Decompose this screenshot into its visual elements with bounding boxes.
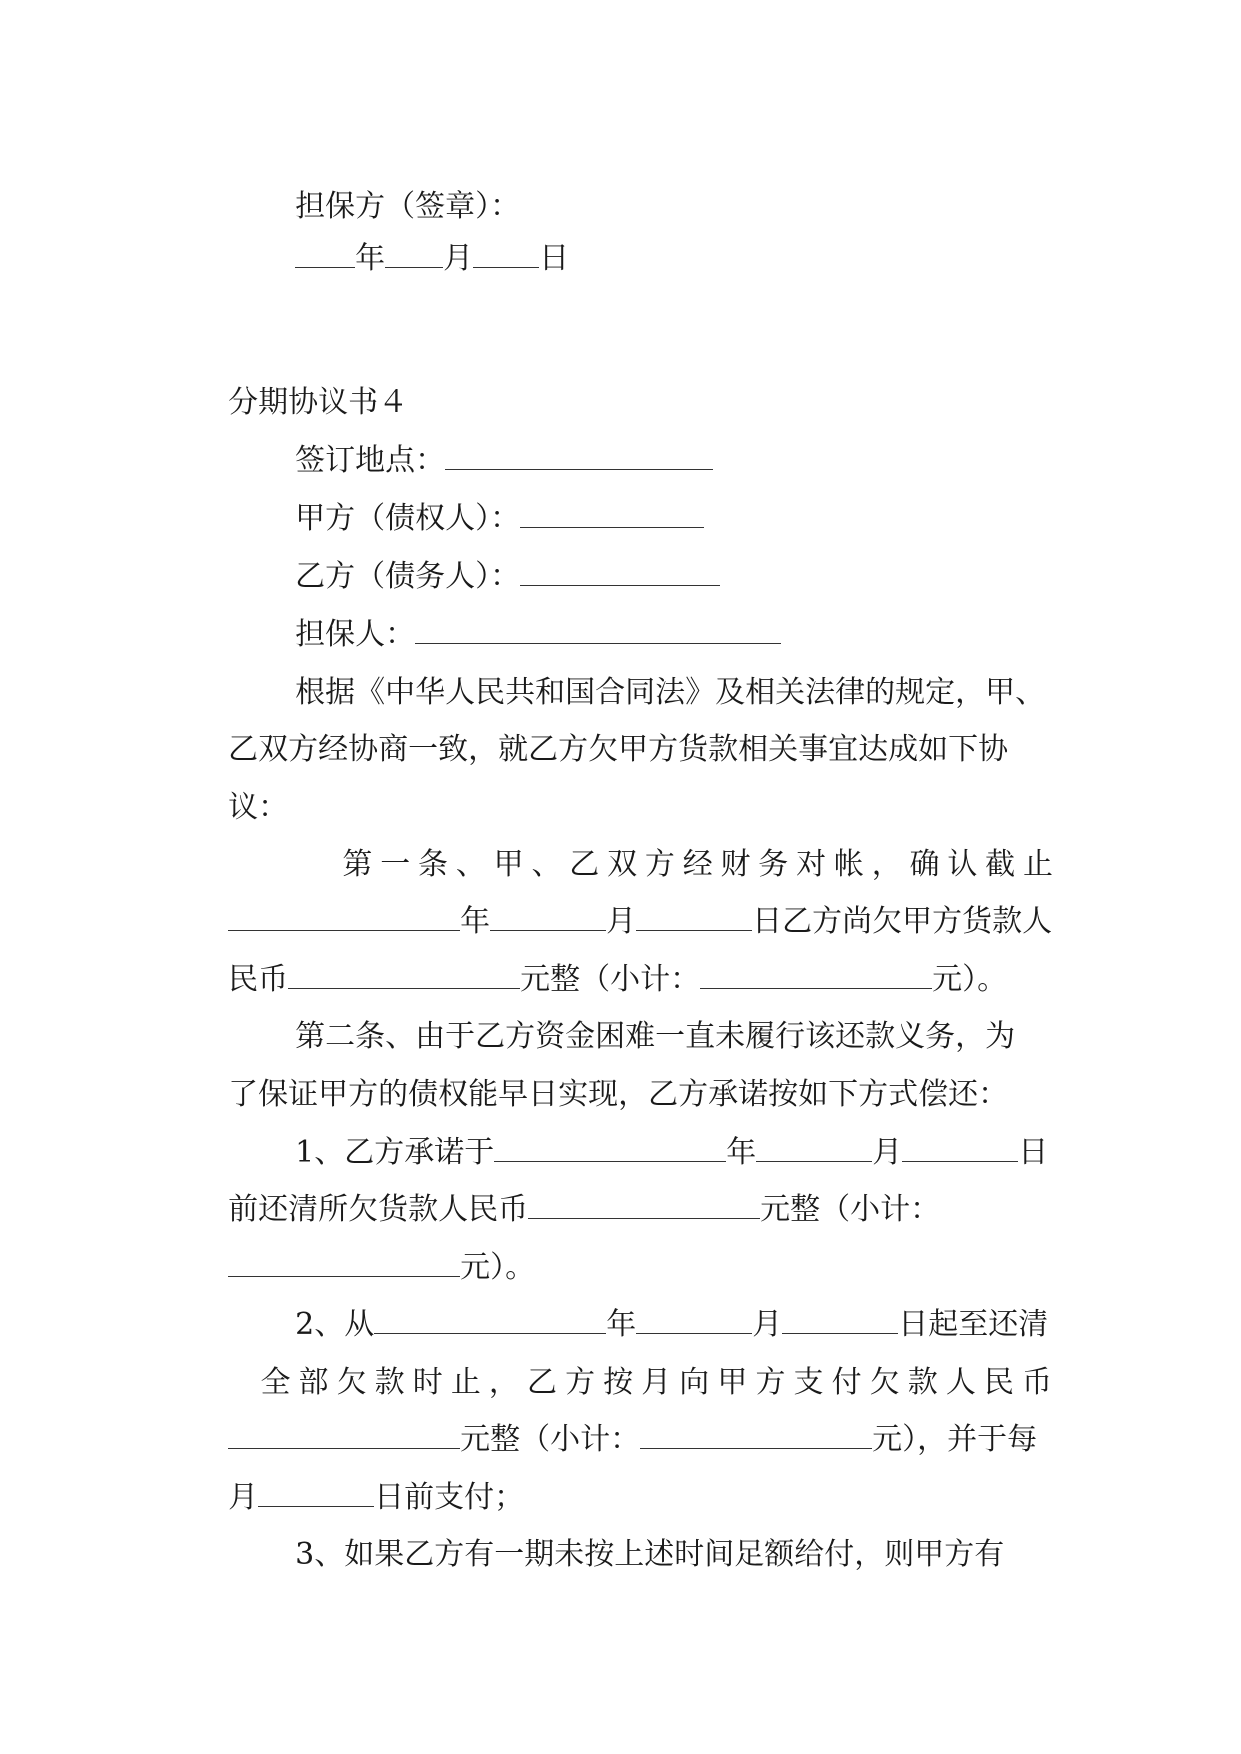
guarantor-label: 担保人：: [295, 617, 416, 652]
item1-yuan-label: 元）。: [460, 1250, 536, 1285]
party-b-label: 乙方（债务人）：: [295, 559, 521, 594]
item-2-text-3: 全部欠款时止，乙方按月向甲方支付欠款人民币: [260, 1365, 1052, 1400]
item2-year-label: 年: [606, 1307, 637, 1342]
month-label: 月: [443, 241, 474, 276]
day-label: 日: [539, 241, 570, 276]
intro-paragraph-line-2: [190, 690, 1008, 810]
intro-text-2: 乙双方经协商一致，就乙方欠甲方货款相关事宜达成如下协: [228, 732, 1009, 767]
item-2-text-4: 元），并于每: [872, 1422, 1038, 1457]
article-1-text-2: 日乙方尚欠甲方货款人: [752, 904, 1053, 939]
item-2-text-2: 日起至还清: [898, 1307, 1049, 1342]
item-1-text-2: 前还清所欠货款人民币: [228, 1192, 529, 1227]
item2-monthly-label: 月: [228, 1480, 259, 1515]
blank-year: [295, 239, 355, 268]
party-a-label: 甲方（债权人）：: [295, 501, 521, 536]
blank-item2-subtotal: [640, 1420, 872, 1449]
guarantor-seal-label: 担保方（签章）：: [295, 189, 521, 224]
item1-subtotal-label: 元整（小计：: [760, 1192, 941, 1227]
year-label: 年: [355, 241, 386, 276]
article-2-text-2: 了保证甲方的债权能早日实现，乙方承诺按如下方式偿还：: [228, 1077, 1009, 1112]
blank-item1-amount: [528, 1190, 760, 1219]
item-2-text-5: 日前支付；: [374, 1480, 525, 1515]
date-line: [257, 199, 569, 319]
blank-month: [385, 239, 443, 268]
item1-month-label: 月: [872, 1135, 903, 1170]
rmb-label: 民币: [228, 962, 289, 997]
item2-subtotal-label: 元整（小计：: [460, 1422, 641, 1457]
section-title-text: 分期协议书４: [228, 385, 409, 420]
item1-day-label: 日: [1018, 1135, 1049, 1170]
cutoff-month-label: 月: [606, 904, 637, 939]
intro-text-3: 议：: [228, 790, 289, 825]
intro-text-1: 根据《中华人民共和国合同法》及相关法律的规定，甲、: [295, 675, 1046, 710]
item-3-line-1: [257, 1495, 1004, 1615]
item-3-text-1: 3、如果乙方有一期未按上述时间足额给付，则甲方有: [295, 1537, 1005, 1572]
item-2-text-1: 2、从: [295, 1307, 375, 1342]
item-1-text-1: 1、乙方承诺于: [295, 1135, 495, 1170]
yuan-label: 元）。: [932, 962, 1008, 997]
cutoff-year-label: 年: [460, 904, 491, 939]
item2-month-label: 月: [752, 1307, 783, 1342]
sign-place-label: 签订地点：: [295, 443, 446, 478]
blank-day: [473, 239, 539, 268]
article-2-text-1: 第二条、由于乙方资金困难一直未履行该还款义务，为: [295, 1019, 1016, 1054]
article-1-text-1: 第一条、甲、乙双方经财务对帐，确认截止: [342, 847, 1053, 882]
subtotal-label: 元整（小计：: [520, 962, 701, 997]
item1-year-label: 年: [726, 1135, 757, 1170]
